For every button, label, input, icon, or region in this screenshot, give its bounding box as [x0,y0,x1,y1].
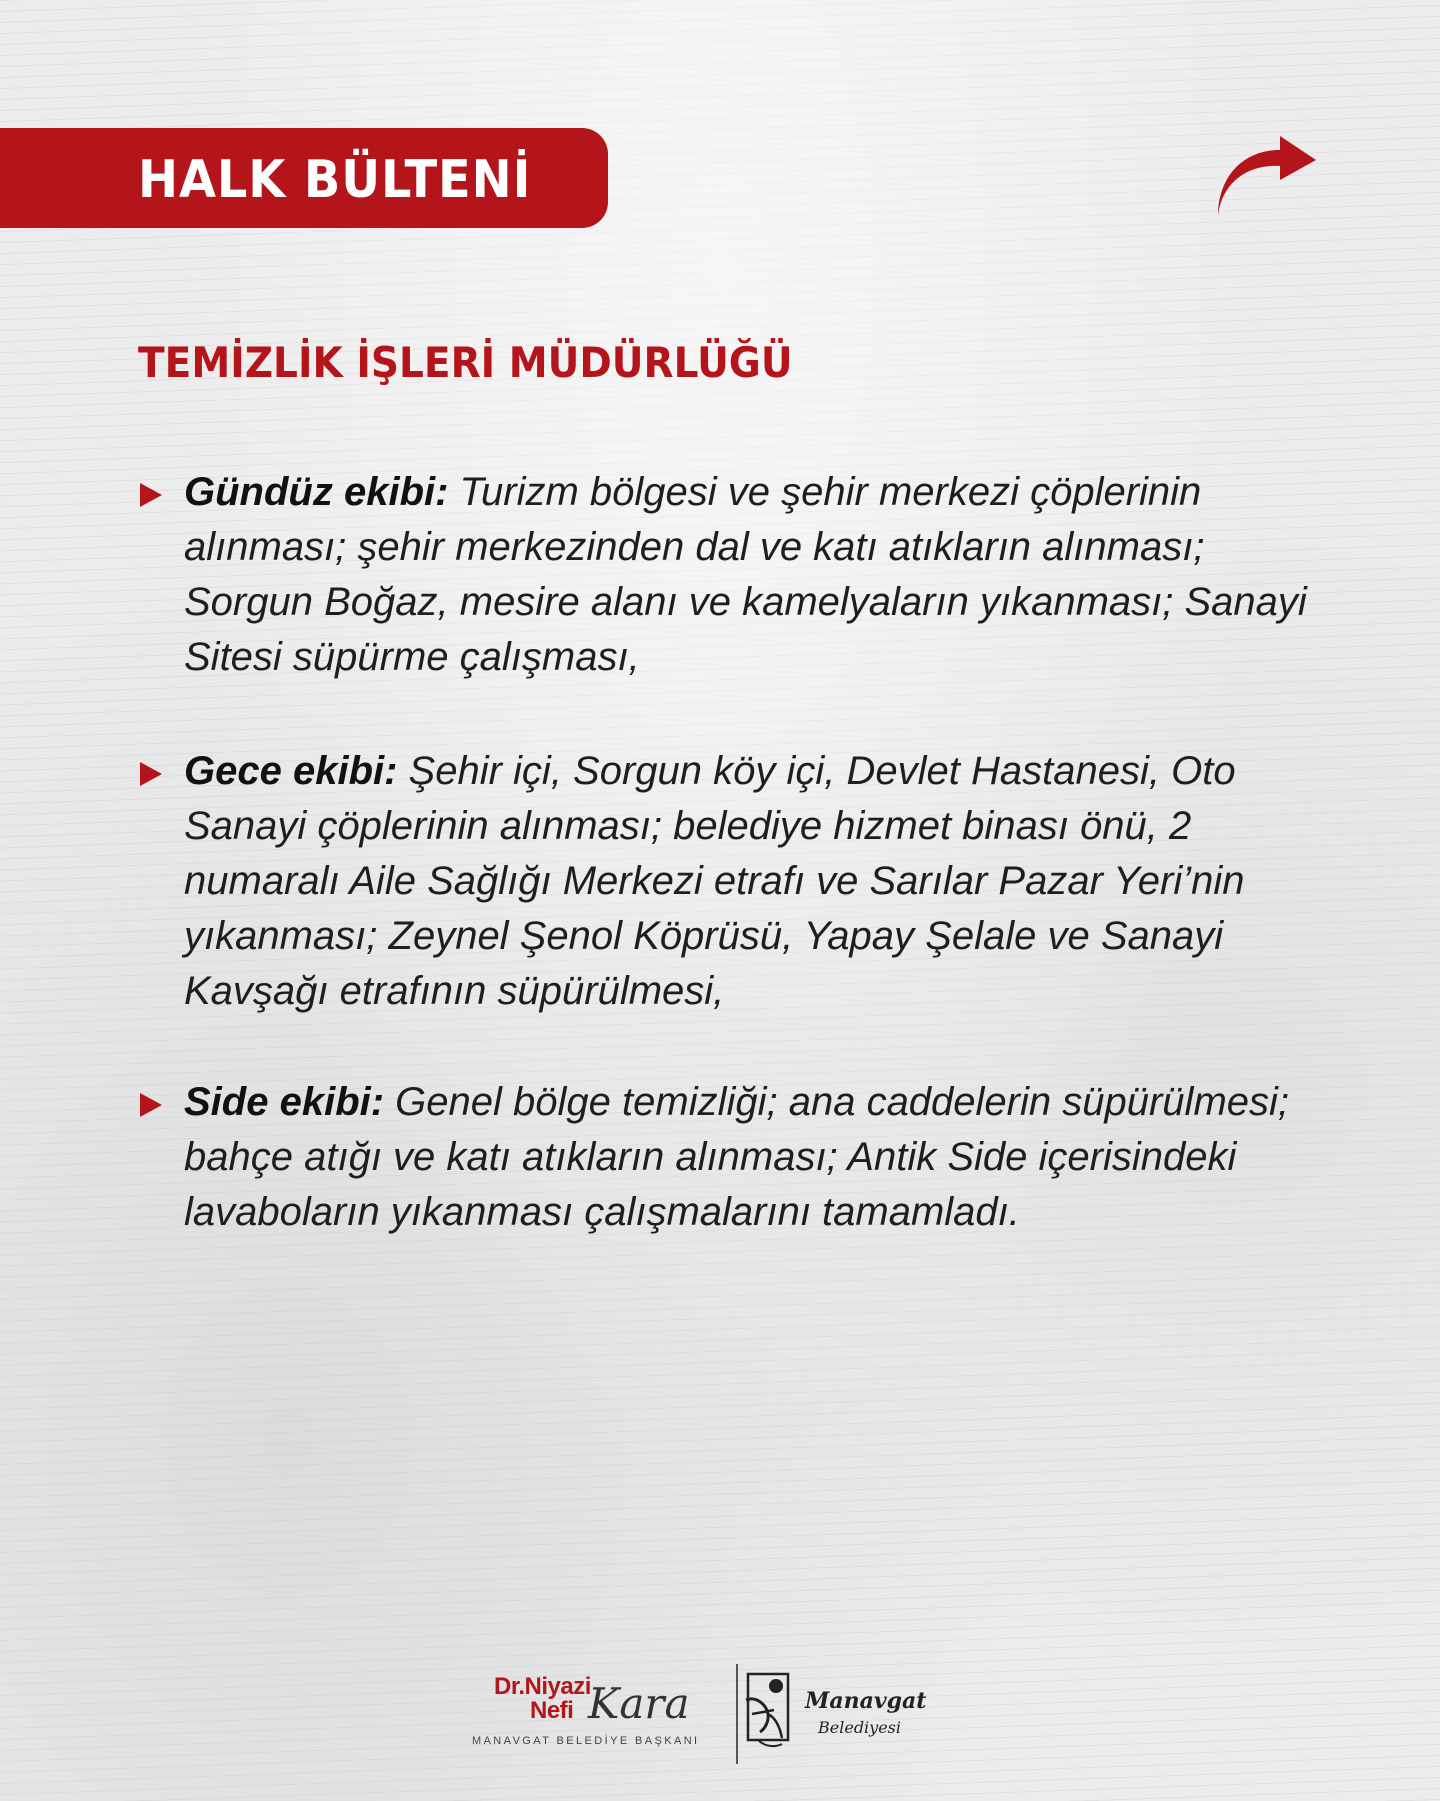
triangle-bullet-icon [140,762,162,786]
municipality-name: Manavgat [805,1688,927,1714]
header-banner [0,128,608,228]
page-title: HALK BÜLTENİ [138,150,532,210]
item-label: Side ekibi: [184,1080,385,1124]
mayor-surname: Kara [588,1679,690,1728]
section-title: TEMİZLİK İŞLERİ MÜDÜRLÜĞÜ [138,338,793,387]
curved-arrow-right-icon[interactable] [1212,130,1322,230]
item-body: Turizm bölgesi ve şehir merkezi çöplerinin alınması; şehir merkezinden dal ve katı atıkların alınması; Sorgun Boğaz, mesire alanı ve kamelyaların yıkanması; Sanayi Sitesi süpürme çalışması, [184,470,1307,679]
item-label: Gündüz ekibi: [184,470,449,514]
item-text [184,465,1314,685]
municipality-subtitle: Belediyesi [818,1718,902,1737]
mayor-name-first: Dr.Niyazi [494,1673,591,1700]
item-body: Şehir içi, Sorgun köy içi, Devlet Hastanesi, Oto Sanayi çöplerinin alınması; belediye hizmet binası önü, 2 numaralı Aile Sağlığı Merkezi etrafı ve Sarılar Pazar Yeri’nin yıkanması; Zeynel Şenol Köprüsü, Yapay Şelale ve Sanayi Kavşağı etrafının süpürülmesi, [184,749,1245,1013]
item-text [184,1075,1314,1240]
footer [0,1658,1440,1778]
mayor-role: MANAVGAT BELEDİYE BAŞKANI [472,1735,700,1747]
item-label: Gece ekibi: [184,749,398,793]
triangle-bullet-icon [140,1093,162,1117]
triangle-bullet-icon [140,483,162,507]
mayor-name-second: Nefi [530,1697,574,1724]
item-body: Genel bölge temizliği; ana caddelerin süpürülmesi; bahçe atığı ve katı atıkların alınması; Antik Side içerisindeki lavaboların yıkanması çalışmalarını tamamladı. [184,1080,1290,1234]
manavgat-logo-icon [738,1666,796,1752]
mayor-signature [470,1673,725,1753]
item-text [184,744,1314,1019]
